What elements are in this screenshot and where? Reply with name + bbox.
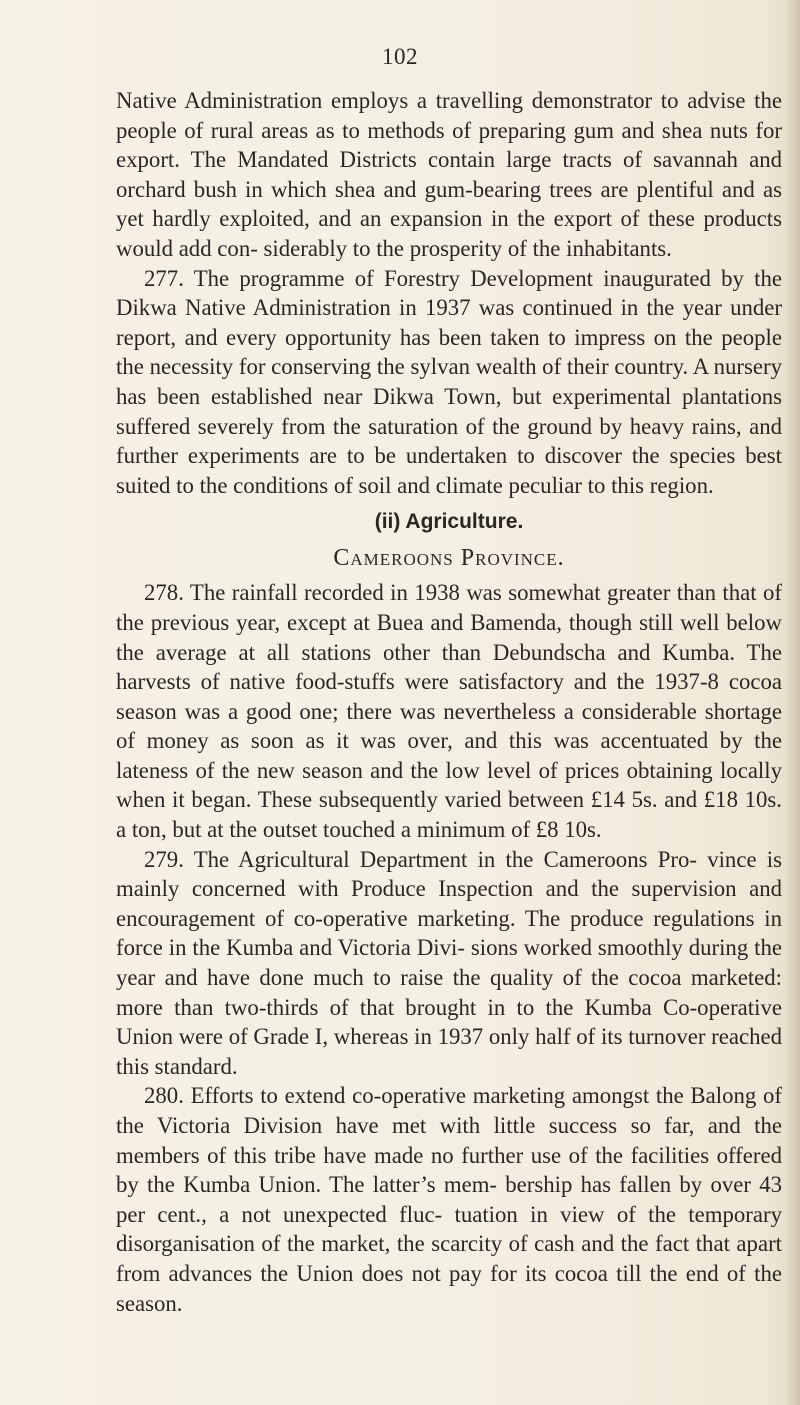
page-body — [116, 86, 782, 1318]
section-heading: (ii) Agriculture. — [374, 510, 524, 534]
province-heading: Cameroons Province. — [333, 545, 565, 572]
paragraph-278: 278. The rainfall recorded in 1938 was somewhat greater than that of the previous year, except at Buea and Bamenda, though still well below the average at all stations other than Debundscha and Kumba. The harvests of native food-stuffs were satisfactory and the 1937-8 cocoa season was a good one; there was nevertheless a considerable shortage of money as soon as it was over, and this was accentuated by the lateness of the new season and the low level of prices obtaining locally when it began. These subsequently varied between £14 5s. and £18 10s. a ton, but at the outset touched a minimum of £8 10s. — [116, 580, 782, 843]
paragraph-279: 279. The Agricultural Department in the Cameroons Pro- vince is mainly concerned with Produce Inspection and the supervision and encouragement of co-operative marketing. The produce regulations in force in the Kumba and Victoria Divi- sions worked smoothly during the year and have done much to raise the quality of the cocoa marketed: more than two-thirds of that brought in to the Kumba Co-operative Union were of Grade I, whereas in 1937 only half of its turnover reached this standard. — [116, 846, 782, 1079]
paragraph-277: 277. The programme of Forestry Development inaugurated by the Dikwa Native Administration in 1937 was continued in the year under report, and every opportunity has been taken to impress on the people the necessity for conserving the sylvan wealth of their country. A nursery has been established near Dikwa Town, but experimental plantations suffered severely from the saturation of the ground by heavy rains, and further experiments are to be undertaken to discover the species best suited to the conditions of soil and climate peculiar to this region. — [116, 265, 782, 498]
page-number: 102 — [382, 44, 418, 69]
page-edge-shadow — [786, 0, 800, 1405]
paragraph-280: 280. Efforts to extend co-operative marketing amongst the Balong of the Victoria Division have met with little success so far, and the members of this tribe have made no further use of the facilities offered by the Kumba Union. The latter’s mem- bership has fallen by over 43 per cent., a not unexpected fluc- tuation in view of the temporary disorganisation of the market, the scarcity of cash and the fact that apart from advances the Union does not pay for its cocoa till the end of the season. — [116, 1083, 782, 1316]
continuation-paragraph: Native Administration employs a travelling demonstrator to advise the people of rural areas as to methods of preparing gum and shea nuts for export. The Mandated Districts contain large tracts of savannah and orchard bush in which shea and gum-bearing trees are plentiful and as yet hardly exploited, and an expansion in the export of these products would add con- siderably to the prosperity of the inhabitants. — [116, 88, 782, 261]
